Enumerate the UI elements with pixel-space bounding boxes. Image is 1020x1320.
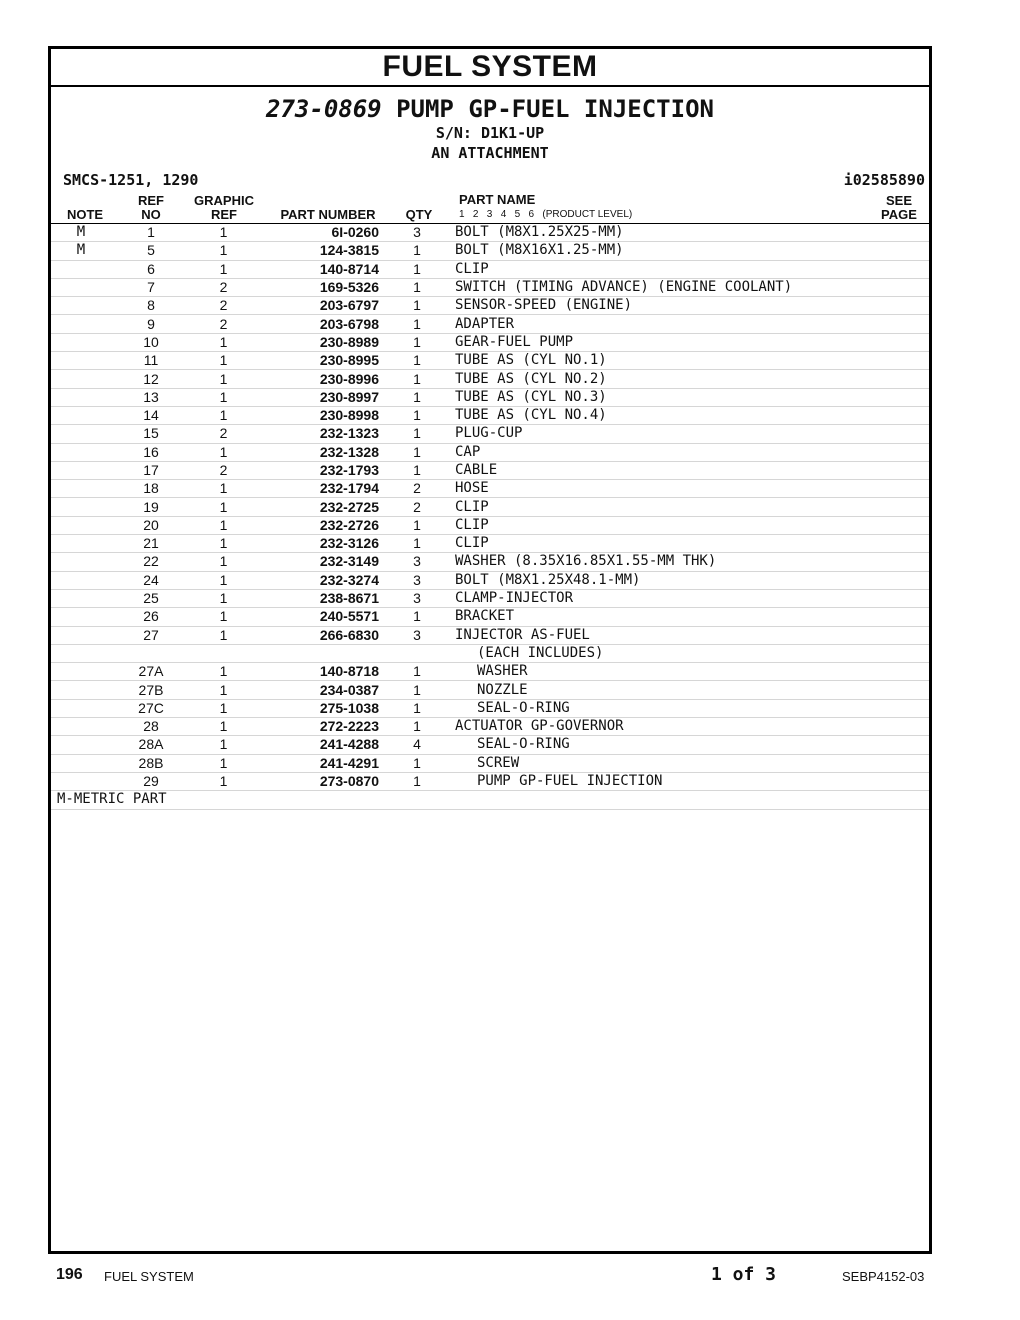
qty-cell: 1: [379, 352, 455, 370]
part-name-cell: WASHER: [455, 663, 929, 681]
part-number-cell: 232-3149: [256, 553, 379, 571]
part-name-cell: CLIP: [455, 498, 929, 516]
part-number-cell: 241-4291: [256, 754, 379, 772]
qty-cell: 2: [379, 498, 455, 516]
ref-no-cell: 27: [111, 626, 191, 644]
qty-cell: 3: [379, 626, 455, 644]
note-cell: [51, 498, 111, 516]
note-cell: [51, 626, 111, 644]
illustration-id: i02585890: [843, 171, 925, 189]
ref-no-cell: 18: [111, 480, 191, 498]
graphic-ref-cell: 1: [191, 681, 256, 699]
part-name-cell: CLIP: [455, 535, 929, 553]
part-name-cell: TUBE AS (CYL NO.4): [455, 406, 929, 424]
table-row: [51, 297, 929, 315]
ref-no-cell: 14: [111, 406, 191, 424]
qty-cell: 1: [379, 772, 455, 790]
ref-no-cell: 7: [111, 278, 191, 296]
qty-cell: 1: [379, 333, 455, 351]
part-name-cell: CLAMP-INJECTOR: [455, 589, 929, 607]
ref-no-cell: 29: [111, 772, 191, 790]
part-name-cell: CLIP: [455, 260, 929, 278]
ref-no-cell: 28: [111, 718, 191, 736]
ref-no-cell: 26: [111, 608, 191, 626]
footer-section: FUEL SYSTEM: [104, 1269, 194, 1284]
part-name-cell: BOLT (M8X1.25X48.1-MM): [455, 571, 929, 589]
serial-range: S/N: D1K1-UP: [435, 124, 545, 142]
col-ref-bottom: NO: [141, 207, 161, 222]
graphic-ref-cell: 1: [191, 242, 256, 260]
qty-cell: 1: [379, 535, 455, 553]
note-cell: [51, 699, 111, 717]
ref-no-cell: 28A: [111, 736, 191, 754]
qty-cell: 3: [379, 224, 455, 242]
note-cell: [51, 278, 111, 296]
table-row: [51, 443, 929, 461]
part-number-cell: 203-6798: [256, 315, 379, 333]
col-qty: QTY: [405, 207, 433, 222]
part-name-cell: BOLT (M8X1.25X25-MM): [455, 224, 929, 242]
table-row: [51, 589, 929, 607]
note-cell: [51, 535, 111, 553]
note-cell: [51, 553, 111, 571]
table-row: [51, 736, 929, 754]
table-row: [51, 754, 929, 772]
part-number-cell: 232-1793: [256, 461, 379, 479]
part-number-cell: 230-8996: [256, 370, 379, 388]
part-number-cell: 240-5571: [256, 608, 379, 626]
ref-no-cell: 16: [111, 443, 191, 461]
note-cell: [51, 260, 111, 278]
part-name-cell: CABLE: [455, 461, 929, 479]
table-row: [51, 224, 929, 242]
note-cell: [51, 681, 111, 699]
table-row: [51, 388, 929, 406]
table-row: [51, 718, 929, 736]
table-row: [51, 406, 929, 424]
col-see-bottom: PAGE: [881, 207, 917, 222]
ref-no-cell: 13: [111, 388, 191, 406]
part-number-cell: 140-8714: [256, 260, 379, 278]
table-row: [51, 663, 929, 681]
part-number-cell: 232-1323: [256, 425, 379, 443]
graphic-ref-cell: 1: [191, 535, 256, 553]
part-number-cell: 273-0870: [256, 772, 379, 790]
ref-no-cell: 20: [111, 516, 191, 534]
page-title: FUEL SYSTEM: [51, 49, 929, 87]
graphic-ref-cell: 1: [191, 772, 256, 790]
qty-cell: 1: [379, 297, 455, 315]
part-name-cell: CAP: [455, 443, 929, 461]
graphic-ref-cell: 2: [191, 297, 256, 315]
ref-no-cell: 10: [111, 333, 191, 351]
note-cell: [51, 443, 111, 461]
ref-no-cell: 8: [111, 297, 191, 315]
table-row: [51, 571, 929, 589]
note-cell: M: [51, 224, 111, 242]
part-number-cell: 230-8989: [256, 333, 379, 351]
part-number-cell: 241-4288: [256, 736, 379, 754]
part-name-cell: NOZZLE: [455, 681, 929, 699]
part-name-cell: WASHER (8.35X16.85X1.55-MM THK): [455, 553, 929, 571]
group-part-number: 273-0869: [266, 95, 382, 123]
part-name-cell: TUBE AS (CYL NO.2): [455, 370, 929, 388]
note-cell: [51, 425, 111, 443]
graphic-ref-cell: 1: [191, 498, 256, 516]
graphic-ref-cell: 1: [191, 736, 256, 754]
part-name-cell: PLUG-CUP: [455, 425, 929, 443]
qty-cell: [379, 644, 455, 662]
col-part-number: PART NUMBER: [280, 207, 376, 222]
ref-no-cell: 25: [111, 589, 191, 607]
parts-table: [51, 224, 929, 810]
table-row: [51, 461, 929, 479]
graphic-ref-cell: 1: [191, 589, 256, 607]
part-name-cell: SEAL-O-RING: [455, 699, 929, 717]
qty-cell: 1: [379, 718, 455, 736]
part-name-cell: INJECTOR AS-FUEL: [455, 626, 929, 644]
table-row: [51, 608, 929, 626]
graphic-ref-cell: 1: [191, 260, 256, 278]
qty-cell: 1: [379, 681, 455, 699]
part-number-cell: 6I-0260: [256, 224, 379, 242]
graphic-ref-cell: 1: [191, 516, 256, 534]
page-footer: [0, 1264, 1020, 1288]
note-cell: [51, 589, 111, 607]
note-cell: [51, 315, 111, 333]
qty-cell: 1: [379, 754, 455, 772]
ref-no-cell: 28B: [111, 754, 191, 772]
qty-cell: 4: [379, 736, 455, 754]
part-name-cell: GEAR-FUEL PUMP: [455, 333, 929, 351]
qty-cell: 1: [379, 370, 455, 388]
graphic-ref-cell: 1: [191, 224, 256, 242]
graphic-ref-cell: 2: [191, 278, 256, 296]
part-name-cell: SEAL-O-RING: [455, 736, 929, 754]
part-name-cell: SWITCH (TIMING ADVANCE) (ENGINE COOLANT): [455, 278, 929, 296]
qty-cell: 3: [379, 589, 455, 607]
table-row: [51, 425, 929, 443]
table-row: [51, 644, 929, 662]
ref-no-cell: 11: [111, 352, 191, 370]
col-graphic-bottom: REF: [211, 207, 237, 222]
page-of: 1 of 3: [711, 1264, 777, 1285]
part-name-cell: BRACKET: [455, 608, 929, 626]
graphic-ref-cell: 1: [191, 571, 256, 589]
table-row: [51, 699, 929, 717]
note-cell: [51, 388, 111, 406]
qty-cell: 3: [379, 553, 455, 571]
part-name-cell: SCREW: [455, 754, 929, 772]
graphic-ref-cell: 1: [191, 370, 256, 388]
part-name-cell: CLIP: [455, 516, 929, 534]
part-number-cell: 232-3126: [256, 535, 379, 553]
part-number-cell: 230-8998: [256, 406, 379, 424]
table-row: [51, 352, 929, 370]
part-number-cell: 232-3274: [256, 571, 379, 589]
note-cell: [51, 352, 111, 370]
table-row: [51, 480, 929, 498]
col-graphic-ref: [189, 194, 259, 222]
ref-no-cell: 5: [111, 242, 191, 260]
qty-cell: 1: [379, 608, 455, 626]
page-frame: [48, 46, 932, 1254]
attachment-label: AN ATTACHMENT: [431, 144, 549, 162]
table-row: [51, 626, 929, 644]
part-number-cell: [256, 644, 379, 662]
ref-no-cell: 15: [111, 425, 191, 443]
ref-no-cell: 27C: [111, 699, 191, 717]
graphic-ref-cell: 2: [191, 461, 256, 479]
note-cell: [51, 663, 111, 681]
ref-no-cell: 27A: [111, 663, 191, 681]
qty-cell: 1: [379, 242, 455, 260]
part-number-cell: 232-2725: [256, 498, 379, 516]
qty-cell: 1: [379, 461, 455, 479]
footnote-row: [51, 791, 929, 809]
ref-no-cell: 17: [111, 461, 191, 479]
note-cell: M: [51, 242, 111, 260]
graphic-ref-cell: 1: [191, 406, 256, 424]
graphic-ref-cell: 2: [191, 315, 256, 333]
part-number-cell: 232-2726: [256, 516, 379, 534]
part-name-cell: (EACH INCLUDES): [455, 644, 929, 662]
smcs-code: SMCS-1251, 1290: [63, 171, 199, 189]
col-ref-top: REF: [138, 193, 164, 208]
table-row: [51, 772, 929, 790]
table-row: [51, 260, 929, 278]
note-cell: [51, 754, 111, 772]
part-number-cell: 275-1038: [256, 699, 379, 717]
part-name-cell: TUBE AS (CYL NO.1): [455, 352, 929, 370]
document-id: SEBP4152-03: [842, 1269, 925, 1284]
col-graphic-top: GRAPHIC: [194, 193, 254, 208]
qty-cell: 1: [379, 663, 455, 681]
part-number-cell: 232-1794: [256, 480, 379, 498]
part-number-cell: 169-5326: [256, 278, 379, 296]
graphic-ref-cell: 1: [191, 480, 256, 498]
ref-no-cell: 6: [111, 260, 191, 278]
qty-cell: 1: [379, 388, 455, 406]
note-cell: [51, 718, 111, 736]
qty-cell: 1: [379, 443, 455, 461]
table-row: [51, 242, 929, 260]
part-number-cell: 203-6797: [256, 297, 379, 315]
table-row: [51, 681, 929, 699]
graphic-ref-cell: 1: [191, 754, 256, 772]
col-note: NOTE: [66, 207, 104, 222]
table-row: [51, 516, 929, 534]
qty-cell: 2: [379, 480, 455, 498]
qty-cell: 1: [379, 260, 455, 278]
note-cell: [51, 406, 111, 424]
part-number-cell: 234-0387: [256, 681, 379, 699]
group-header: [51, 87, 929, 163]
part-name-cell: PUMP GP-FUEL INJECTION: [455, 772, 929, 790]
group-name: PUMP GP-FUEL INJECTION: [396, 95, 714, 123]
qty-cell: 3: [379, 571, 455, 589]
note-cell: [51, 736, 111, 754]
table-row: [51, 535, 929, 553]
qty-cell: 1: [379, 278, 455, 296]
note-cell: [51, 772, 111, 790]
table-row: [51, 278, 929, 296]
note-cell: [51, 571, 111, 589]
ref-no-cell: [111, 644, 191, 662]
ref-no-cell: 9: [111, 315, 191, 333]
table-row: [51, 333, 929, 351]
table-row: [51, 315, 929, 333]
qty-cell: 1: [379, 425, 455, 443]
qty-cell: 1: [379, 315, 455, 333]
table-row: [51, 370, 929, 388]
note-cell: [51, 644, 111, 662]
qty-cell: 1: [379, 699, 455, 717]
graphic-ref-cell: 1: [191, 352, 256, 370]
ref-no-cell: 19: [111, 498, 191, 516]
col-ref: [131, 194, 171, 222]
group-title: [51, 95, 929, 123]
qty-cell: 1: [379, 516, 455, 534]
note-cell: [51, 480, 111, 498]
part-number-cell: 232-1328: [256, 443, 379, 461]
graphic-ref-cell: 1: [191, 699, 256, 717]
part-number-cell: 272-2223: [256, 718, 379, 736]
graphic-ref-cell: 1: [191, 388, 256, 406]
part-name-cell: HOSE: [455, 480, 929, 498]
graphic-ref-cell: [191, 644, 256, 662]
note-cell: [51, 461, 111, 479]
product-level-scale: 1 2 3 4 5 6 (PRODUCT LEVEL): [459, 209, 633, 220]
qty-cell: 1: [379, 406, 455, 424]
table-header: [51, 193, 929, 224]
part-name-cell: BOLT (M8X16X1.25-MM): [455, 242, 929, 260]
part-name-cell: TUBE AS (CYL NO.3): [455, 388, 929, 406]
note-cell: [51, 297, 111, 315]
graphic-ref-cell: 1: [191, 333, 256, 351]
page-number: 196: [56, 1266, 83, 1283]
graphic-ref-cell: 2: [191, 425, 256, 443]
part-number-cell: 266-6830: [256, 626, 379, 644]
parts-table-body: [51, 224, 929, 809]
reference-codes: [51, 169, 929, 193]
graphic-ref-cell: 1: [191, 553, 256, 571]
part-name-cell: SENSOR-SPEED (ENGINE): [455, 297, 929, 315]
graphic-ref-cell: 1: [191, 663, 256, 681]
part-number-cell: 230-8997: [256, 388, 379, 406]
metric-footnote: M-METRIC PART: [51, 791, 929, 809]
col-part-name: [459, 193, 632, 222]
note-cell: [51, 370, 111, 388]
col-see-page: [871, 194, 927, 222]
part-number-cell: 124-3815: [256, 242, 379, 260]
part-name-cell: ADAPTER: [455, 315, 929, 333]
note-cell: [51, 608, 111, 626]
ref-no-cell: 22: [111, 553, 191, 571]
part-number-cell: 140-8718: [256, 663, 379, 681]
ref-no-cell: 24: [111, 571, 191, 589]
ref-no-cell: 21: [111, 535, 191, 553]
ref-no-cell: 1: [111, 224, 191, 242]
part-number-cell: 238-8671: [256, 589, 379, 607]
graphic-ref-cell: 1: [191, 443, 256, 461]
graphic-ref-cell: 1: [191, 626, 256, 644]
ref-no-cell: 12: [111, 370, 191, 388]
col-part-name-label: PART NAME: [459, 192, 536, 207]
note-cell: [51, 333, 111, 351]
note-cell: [51, 516, 111, 534]
part-number-cell: 230-8995: [256, 352, 379, 370]
ref-no-cell: 27B: [111, 681, 191, 699]
table-row: [51, 498, 929, 516]
part-name-cell: ACTUATOR GP-GOVERNOR: [455, 718, 929, 736]
graphic-ref-cell: 1: [191, 718, 256, 736]
graphic-ref-cell: 1: [191, 608, 256, 626]
col-see-top: SEE: [885, 193, 912, 208]
table-row: [51, 553, 929, 571]
